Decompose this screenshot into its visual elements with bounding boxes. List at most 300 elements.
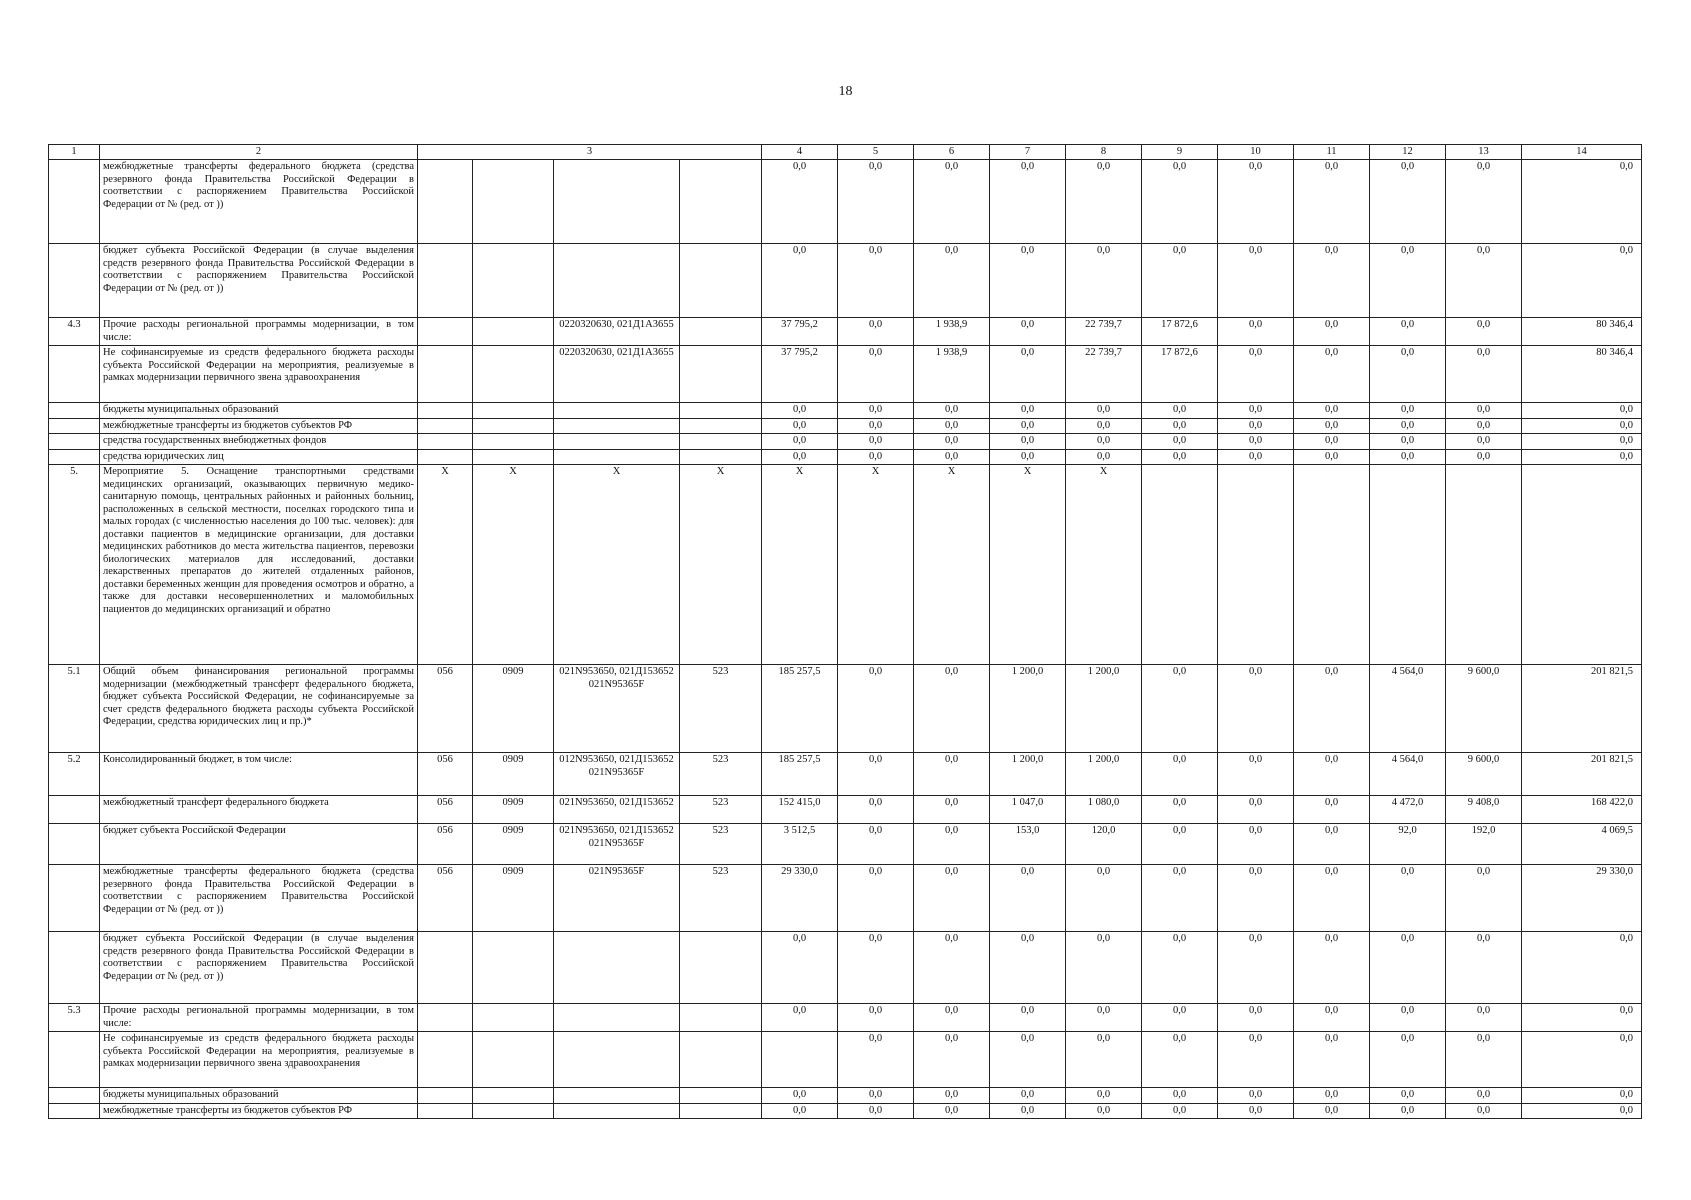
value-cell: 0,0 <box>838 932 914 1004</box>
table-row <box>49 346 1642 403</box>
row-number-cell: 5.2 <box>49 753 100 796</box>
code-cell <box>680 1103 762 1119</box>
table-row <box>49 1103 1642 1119</box>
code-cell: 021N953650, 021Д153652 <box>554 796 680 824</box>
row-number-cell <box>49 1088 100 1104</box>
table-row <box>49 665 1642 753</box>
header-cell: 2 <box>100 145 418 160</box>
value-cell: 201 821,5 <box>1522 665 1642 753</box>
row-name-cell: средства государственных внебюджетных фондов <box>100 434 418 450</box>
value-cell: 37 795,2 <box>762 346 838 403</box>
code-cell <box>680 403 762 419</box>
value-cell: 0,0 <box>1370 418 1446 434</box>
value-cell: 0,0 <box>1522 1032 1642 1088</box>
code-cell: 012N953650, 021Д153652 021N95365F <box>554 753 680 796</box>
row-name-cell: бюджет субъекта Российской Федерации (в случае выделения средств резервного фонда Правительства Российской Федерации в соответствии с распоряжением Правительства Российской Федерации от № (ред. от )) <box>100 244 418 318</box>
value-cell: 120,0 <box>1066 824 1142 865</box>
code-cell <box>418 160 473 244</box>
code-cell <box>473 449 554 465</box>
table-row <box>49 932 1642 1004</box>
value-cell: 201 821,5 <box>1522 753 1642 796</box>
value-cell: 0,0 <box>1142 824 1218 865</box>
value-cell: 0,0 <box>1142 434 1218 450</box>
code-cell: 523 <box>680 796 762 824</box>
value-cell: 0,0 <box>914 449 990 465</box>
value-cell: 92,0 <box>1370 824 1446 865</box>
value-cell: 80 346,4 <box>1522 346 1642 403</box>
value-cell: 0,0 <box>1142 865 1218 932</box>
value-cell: 0,0 <box>762 1088 838 1104</box>
value-cell <box>1446 465 1522 665</box>
code-cell <box>554 1004 680 1032</box>
code-cell <box>680 244 762 318</box>
value-cell: 0,0 <box>1066 865 1142 932</box>
value-cell: 0,0 <box>914 418 990 434</box>
value-cell: 0,0 <box>1218 1103 1294 1119</box>
value-cell: 0,0 <box>1066 1103 1142 1119</box>
value-cell: 0,0 <box>1142 160 1218 244</box>
value-cell: 22 739,7 <box>1066 318 1142 346</box>
value-cell <box>1142 465 1218 665</box>
code-cell <box>473 1004 554 1032</box>
value-cell: 0,0 <box>1142 418 1218 434</box>
value-cell: 0,0 <box>1218 346 1294 403</box>
value-cell: 1 047,0 <box>990 796 1066 824</box>
value-cell: 0,0 <box>1370 318 1446 346</box>
value-cell: 0,0 <box>1446 449 1522 465</box>
value-cell: 0,0 <box>1446 403 1522 419</box>
value-cell: 153,0 <box>990 824 1066 865</box>
code-cell <box>473 434 554 450</box>
code-cell <box>418 1088 473 1104</box>
table-row <box>49 434 1642 450</box>
value-cell: 22 739,7 <box>1066 346 1142 403</box>
value-cell: 0,0 <box>1066 160 1142 244</box>
value-cell: 0,0 <box>1142 665 1218 753</box>
value-cell: 0,0 <box>1446 244 1522 318</box>
value-cell <box>1370 465 1446 665</box>
value-cell: Х <box>990 465 1066 665</box>
value-cell: 185 257,5 <box>762 665 838 753</box>
value-cell: 0,0 <box>990 418 1066 434</box>
row-number-cell <box>49 1103 100 1119</box>
code-cell <box>473 346 554 403</box>
value-cell: 0,0 <box>990 403 1066 419</box>
row-number-cell: 5.1 <box>49 665 100 753</box>
row-name-cell: Прочие расходы региональной программы модернизации, в том числе: <box>100 1004 418 1032</box>
code-cell <box>418 932 473 1004</box>
value-cell: 0,0 <box>1370 449 1446 465</box>
value-cell: 0,0 <box>1370 160 1446 244</box>
value-cell: 3 512,5 <box>762 824 838 865</box>
value-cell: 0,0 <box>1370 244 1446 318</box>
value-cell: 0,0 <box>1218 665 1294 753</box>
value-cell: 0,0 <box>1294 160 1370 244</box>
header-cell: 8 <box>1066 145 1142 160</box>
code-cell <box>554 244 680 318</box>
value-cell: 0,0 <box>1446 160 1522 244</box>
value-cell: 0,0 <box>1142 244 1218 318</box>
value-cell: 0,0 <box>1066 1004 1142 1032</box>
value-cell: 0,0 <box>1142 932 1218 1004</box>
value-cell: 0,0 <box>914 932 990 1004</box>
value-cell: 0,0 <box>838 865 914 932</box>
value-cell: 1 200,0 <box>990 753 1066 796</box>
value-cell: 0,0 <box>1294 434 1370 450</box>
value-cell: 1 080,0 <box>1066 796 1142 824</box>
row-name-cell: Прочие расходы региональной программы модернизации, в том числе: <box>100 318 418 346</box>
row-number-cell <box>49 434 100 450</box>
row-name-cell: межбюджетные трансферты федерального бюджета (средства резервного фонда Правительства Российской Федерации в соответствии с распоряжением Правительства Российской Федерации от № (ред. от )) <box>100 865 418 932</box>
value-cell: 0,0 <box>1522 1088 1642 1104</box>
value-cell: 1 200,0 <box>1066 665 1142 753</box>
budget-table <box>48 144 1642 1119</box>
value-cell: 0,0 <box>838 665 914 753</box>
code-cell <box>418 318 473 346</box>
row-number-cell <box>49 865 100 932</box>
row-number-cell <box>49 1032 100 1088</box>
value-cell: 0,0 <box>1218 1004 1294 1032</box>
header-cell: 12 <box>1370 145 1446 160</box>
code-cell <box>473 160 554 244</box>
code-cell: Х <box>554 465 680 665</box>
code-cell: 0220320630, 021Д1А3655 <box>554 346 680 403</box>
value-cell: 0,0 <box>1370 346 1446 403</box>
value-cell: 0,0 <box>1370 1103 1446 1119</box>
value-cell: Х <box>914 465 990 665</box>
value-cell: 0,0 <box>1218 449 1294 465</box>
header-cell: 13 <box>1446 145 1522 160</box>
value-cell: 0,0 <box>838 1103 914 1119</box>
code-cell <box>680 449 762 465</box>
value-cell: 0,0 <box>1294 1103 1370 1119</box>
value-cell: 0,0 <box>762 434 838 450</box>
value-cell: 0,0 <box>1294 403 1370 419</box>
value-cell: 0,0 <box>914 244 990 318</box>
value-cell: 0,0 <box>1142 403 1218 419</box>
value-cell: 0,0 <box>1218 824 1294 865</box>
row-name-cell: межбюджетные трансферты из бюджетов субъектов РФ <box>100 418 418 434</box>
value-cell: 9 600,0 <box>1446 753 1522 796</box>
value-cell: 0,0 <box>838 449 914 465</box>
value-cell: 0,0 <box>1522 403 1642 419</box>
value-cell: 0,0 <box>990 244 1066 318</box>
table-row <box>49 318 1642 346</box>
code-cell: 523 <box>680 865 762 932</box>
row-number-cell <box>49 932 100 1004</box>
value-cell: 0,0 <box>1294 1032 1370 1088</box>
value-cell: 0,0 <box>914 1088 990 1104</box>
value-cell: 0,0 <box>1370 403 1446 419</box>
value-cell: 0,0 <box>1066 418 1142 434</box>
value-cell: 0,0 <box>838 346 914 403</box>
table-row <box>49 418 1642 434</box>
value-cell: 1 938,9 <box>914 346 990 403</box>
header-cell: 3 <box>418 145 762 160</box>
value-cell: 168 422,0 <box>1522 796 1642 824</box>
code-cell: 021N953650, 021Д153652 021N95365F <box>554 824 680 865</box>
code-cell <box>554 1032 680 1088</box>
code-cell <box>418 449 473 465</box>
value-cell: 0,0 <box>838 1088 914 1104</box>
value-cell: 0,0 <box>838 403 914 419</box>
value-cell: 0,0 <box>914 665 990 753</box>
header-row <box>49 145 1642 160</box>
code-cell: 021N953650, 021Д153652 021N95365F <box>554 665 680 753</box>
code-cell <box>473 318 554 346</box>
code-cell: 056 <box>418 753 473 796</box>
value-cell: 0,0 <box>1370 1088 1446 1104</box>
row-number-cell: 5.3 <box>49 1004 100 1032</box>
header-cell: 9 <box>1142 145 1218 160</box>
code-cell <box>473 244 554 318</box>
value-cell: 0,0 <box>1294 824 1370 865</box>
code-cell <box>473 932 554 1004</box>
value-cell: 0,0 <box>990 318 1066 346</box>
code-cell <box>680 1088 762 1104</box>
row-name-cell: межбюджетные трансферты федерального бюджета (средства резервного фонда Правительства Российской Федерации в соответствии с распоряжением Правительства Российской Федерации от № (ред. от )) <box>100 160 418 244</box>
value-cell: 0,0 <box>990 865 1066 932</box>
value-cell: 0,0 <box>1294 865 1370 932</box>
value-cell: 185 257,5 <box>762 753 838 796</box>
value-cell: 0,0 <box>1522 418 1642 434</box>
table-row <box>49 465 1642 665</box>
value-cell: 80 346,4 <box>1522 318 1642 346</box>
header-cell: 6 <box>914 145 990 160</box>
value-cell: 0,0 <box>1294 449 1370 465</box>
code-cell <box>554 160 680 244</box>
value-cell: 0,0 <box>990 434 1066 450</box>
header-cell: 10 <box>1218 145 1294 160</box>
value-cell: 17 872,6 <box>1142 318 1218 346</box>
value-cell: 0,0 <box>1446 865 1522 932</box>
value-cell: 0,0 <box>838 753 914 796</box>
row-number-cell <box>49 449 100 465</box>
value-cell: 0,0 <box>1066 434 1142 450</box>
code-cell: 523 <box>680 753 762 796</box>
code-cell <box>418 346 473 403</box>
value-cell: 0,0 <box>1370 865 1446 932</box>
value-cell: 0,0 <box>762 449 838 465</box>
code-cell <box>473 403 554 419</box>
code-cell: 0909 <box>473 753 554 796</box>
row-number-cell <box>49 418 100 434</box>
code-cell: 0909 <box>473 865 554 932</box>
row-name-cell: средства юридических лиц <box>100 449 418 465</box>
value-cell: 0,0 <box>990 1032 1066 1088</box>
value-cell: 0,0 <box>838 434 914 450</box>
code-cell <box>680 1032 762 1088</box>
value-cell: 0,0 <box>990 932 1066 1004</box>
value-cell: 0,0 <box>762 1004 838 1032</box>
value-cell: 0,0 <box>914 1004 990 1032</box>
value-cell: 0,0 <box>1294 244 1370 318</box>
value-cell: 0,0 <box>1218 403 1294 419</box>
value-cell: 0,0 <box>1522 449 1642 465</box>
code-cell <box>473 1103 554 1119</box>
value-cell: 0,0 <box>1218 796 1294 824</box>
table-row <box>49 403 1642 419</box>
code-cell <box>554 932 680 1004</box>
code-cell: Х <box>418 465 473 665</box>
table-row <box>49 753 1642 796</box>
value-cell <box>762 1032 838 1088</box>
row-number-cell <box>49 824 100 865</box>
code-cell <box>473 418 554 434</box>
value-cell: 192,0 <box>1446 824 1522 865</box>
code-cell <box>418 1004 473 1032</box>
value-cell: 0,0 <box>1142 1004 1218 1032</box>
code-cell <box>680 318 762 346</box>
code-cell: Х <box>680 465 762 665</box>
code-cell: 021N95365F <box>554 865 680 932</box>
value-cell: 37 795,2 <box>762 318 838 346</box>
value-cell: 0,0 <box>990 160 1066 244</box>
value-cell: 9 600,0 <box>1446 665 1522 753</box>
value-cell: 29 330,0 <box>1522 865 1642 932</box>
value-cell: 0,0 <box>914 865 990 932</box>
value-cell: 0,0 <box>1066 1032 1142 1088</box>
code-cell <box>418 244 473 318</box>
code-cell <box>473 1088 554 1104</box>
value-cell: 0,0 <box>990 1004 1066 1032</box>
value-cell: 0,0 <box>1142 796 1218 824</box>
value-cell: 0,0 <box>762 418 838 434</box>
value-cell: 152 415,0 <box>762 796 838 824</box>
value-cell: 0,0 <box>1522 1103 1642 1119</box>
code-cell: 523 <box>680 824 762 865</box>
value-cell: 0,0 <box>1218 865 1294 932</box>
value-cell: 0,0 <box>1522 434 1642 450</box>
value-cell: 0,0 <box>762 403 838 419</box>
value-cell: 0,0 <box>762 1103 838 1119</box>
value-cell: 0,0 <box>1218 753 1294 796</box>
code-cell <box>680 418 762 434</box>
value-cell: 0,0 <box>1294 1088 1370 1104</box>
table-row <box>49 1004 1642 1032</box>
value-cell <box>1218 465 1294 665</box>
value-cell: Х <box>838 465 914 665</box>
value-cell <box>1522 465 1642 665</box>
code-cell <box>554 449 680 465</box>
value-cell: 0,0 <box>1142 1032 1218 1088</box>
row-number-cell <box>49 160 100 244</box>
row-number-cell: 4.3 <box>49 318 100 346</box>
value-cell: 0,0 <box>1294 932 1370 1004</box>
value-cell: 0,0 <box>1142 753 1218 796</box>
value-cell: 0,0 <box>1218 434 1294 450</box>
value-cell: 0,0 <box>1066 244 1142 318</box>
value-cell: 0,0 <box>762 932 838 1004</box>
value-cell: 0,0 <box>914 434 990 450</box>
code-cell: 523 <box>680 665 762 753</box>
code-cell <box>418 403 473 419</box>
code-cell: 0909 <box>473 665 554 753</box>
value-cell: 0,0 <box>1370 1032 1446 1088</box>
value-cell: 9 408,0 <box>1446 796 1522 824</box>
row-name-cell: бюджеты муниципальных образований <box>100 403 418 419</box>
table-row <box>49 824 1642 865</box>
value-cell: 1 200,0 <box>990 665 1066 753</box>
value-cell: 0,0 <box>1218 160 1294 244</box>
value-cell: 0,0 <box>990 449 1066 465</box>
value-cell: 0,0 <box>914 753 990 796</box>
row-name-cell: бюджет субъекта Российской Федерации <box>100 824 418 865</box>
code-cell <box>418 1032 473 1088</box>
value-cell: 0,0 <box>838 1004 914 1032</box>
value-cell: 0,0 <box>762 244 838 318</box>
page-number: 18 <box>838 84 853 99</box>
value-cell: 0,0 <box>1446 1032 1522 1088</box>
value-cell: 0,0 <box>1522 244 1642 318</box>
table-row <box>49 449 1642 465</box>
value-cell: 0,0 <box>1370 1004 1446 1032</box>
code-cell <box>680 346 762 403</box>
value-cell: 0,0 <box>1446 932 1522 1004</box>
code-cell <box>418 418 473 434</box>
table-row <box>49 796 1642 824</box>
value-cell: 0,0 <box>1446 418 1522 434</box>
header-cell: 4 <box>762 145 838 160</box>
table-row <box>49 160 1642 244</box>
value-cell: 4 069,5 <box>1522 824 1642 865</box>
value-cell: 0,0 <box>914 1032 990 1088</box>
code-cell <box>473 1032 554 1088</box>
table-row <box>49 1032 1642 1088</box>
table-row <box>49 1088 1642 1104</box>
value-cell: 0,0 <box>1446 318 1522 346</box>
value-cell: 0,0 <box>1066 403 1142 419</box>
value-cell: 0,0 <box>838 244 914 318</box>
value-cell: 0,0 <box>1294 753 1370 796</box>
value-cell <box>1294 465 1370 665</box>
row-name-cell: межбюджетный трансферт федерального бюджета <box>100 796 418 824</box>
value-cell: 0,0 <box>1446 434 1522 450</box>
header-cell: 1 <box>49 145 100 160</box>
value-cell: Х <box>1066 465 1142 665</box>
table-row <box>49 244 1642 318</box>
value-cell: 0,0 <box>838 1032 914 1088</box>
value-cell: 0,0 <box>1218 1088 1294 1104</box>
row-name-cell: межбюджетные трансферты из бюджетов субъектов РФ <box>100 1103 418 1119</box>
value-cell: 0,0 <box>1294 346 1370 403</box>
value-cell: 17 872,6 <box>1142 346 1218 403</box>
value-cell: 0,0 <box>1294 665 1370 753</box>
value-cell: 0,0 <box>1142 449 1218 465</box>
value-cell: 0,0 <box>1218 244 1294 318</box>
value-cell: 0,0 <box>1218 1032 1294 1088</box>
code-cell: 0909 <box>473 824 554 865</box>
row-name-cell: Не софинансируемые из средств федерального бюджета расходы субъекта Российской Федерации на мероприятия, реализуемые в рамках модернизации первичного звена здравоохранения <box>100 346 418 403</box>
header-cell: 14 <box>1522 145 1642 160</box>
code-cell: 0909 <box>473 796 554 824</box>
code-cell <box>680 434 762 450</box>
value-cell: 0,0 <box>990 1103 1066 1119</box>
header-cell: 11 <box>1294 145 1370 160</box>
code-cell <box>680 932 762 1004</box>
code-cell <box>554 1103 680 1119</box>
value-cell: 0,0 <box>1522 160 1642 244</box>
row-number-cell <box>49 346 100 403</box>
value-cell: 0,0 <box>914 796 990 824</box>
code-cell <box>418 1103 473 1119</box>
code-cell <box>554 1088 680 1104</box>
value-cell: 0,0 <box>914 160 990 244</box>
value-cell: 4 472,0 <box>1370 796 1446 824</box>
row-name-cell: бюджеты муниципальных образований <box>100 1088 418 1104</box>
code-cell <box>554 403 680 419</box>
value-cell: 0,0 <box>1294 318 1370 346</box>
